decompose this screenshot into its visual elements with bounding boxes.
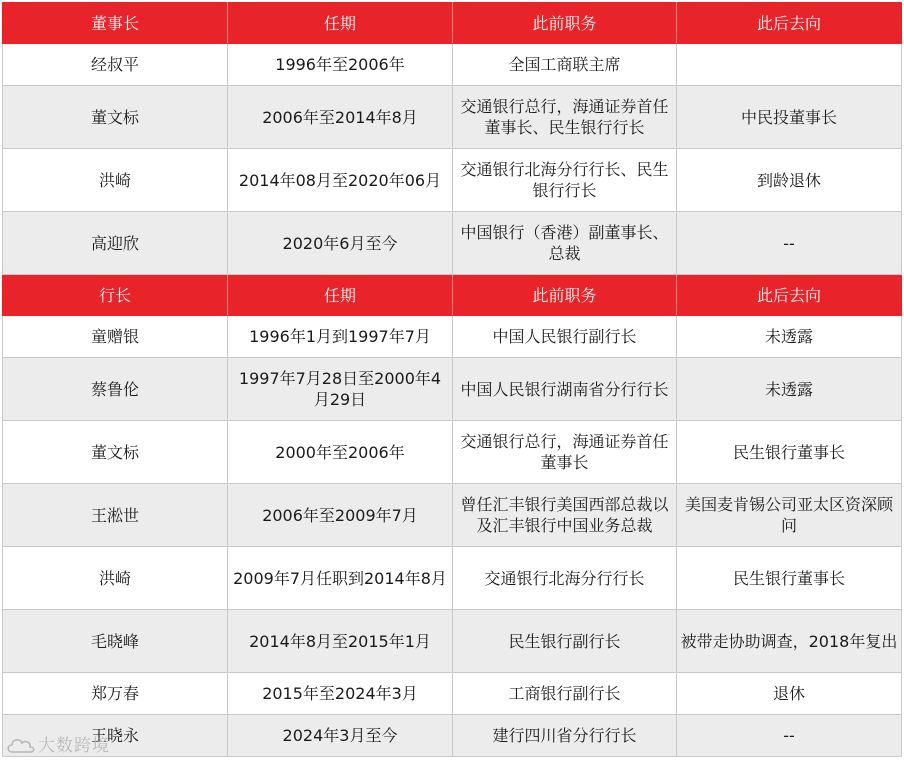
header-cell: 此前职务: [453, 275, 677, 316]
executive-table: [2, 2, 902, 757]
table-row: [3, 86, 902, 149]
next-destination-cell: 到龄退休: [677, 149, 902, 212]
table-row: [3, 421, 902, 484]
term-cell: 2000年至2006年: [228, 421, 453, 484]
term-cell: 2015年至2024年3月: [228, 673, 453, 715]
previous-role-cell: 建行四川省分行行长: [453, 715, 677, 757]
table-row: [3, 484, 902, 547]
name-cell: 郑万春: [3, 673, 228, 715]
next-destination-cell: 民生银行董事长: [677, 421, 902, 484]
next-destination-cell: [677, 44, 902, 86]
next-destination-cell: --: [677, 212, 902, 275]
next-destination-cell: 民生银行董事长: [677, 547, 902, 610]
next-destination-cell: 被带走协助调查，2018年复出: [677, 610, 902, 673]
term-cell: 2006年至2009年7月: [228, 484, 453, 547]
previous-role-cell: 交通银行北海分行行长、民生银行行长: [453, 149, 677, 212]
name-cell: 蔡鲁伦: [3, 358, 228, 421]
name-cell: 童赠银: [3, 316, 228, 358]
term-cell: 2014年08月至2020年06月: [228, 149, 453, 212]
term-cell: 2014年8月至2015年1月: [228, 610, 453, 673]
term-cell: 2009年7月任职到2014年8月: [228, 547, 453, 610]
name-cell: 洪崎: [3, 149, 228, 212]
table-row: [3, 610, 902, 673]
previous-role-cell: 曾任汇丰银行美国西部总裁以及汇丰银行中国业务总裁: [453, 484, 677, 547]
next-destination-cell: 未透露: [677, 358, 902, 421]
table-row: [3, 316, 902, 358]
name-cell: 董文标: [3, 86, 228, 149]
header-cell: 董事长: [3, 3, 228, 44]
header-cell: 此前职务: [453, 3, 677, 44]
previous-role-cell: 中国人民银行副行长: [453, 316, 677, 358]
term-cell: 2006年至2014年8月: [228, 86, 453, 149]
name-cell: 经叔平: [3, 44, 228, 86]
name-cell: 高迎欣: [3, 212, 228, 275]
table-row: [3, 715, 902, 757]
next-destination-cell: 退休: [677, 673, 902, 715]
table-row: [3, 358, 902, 421]
table-row: [3, 673, 902, 715]
watermark-text: 大数跨境: [38, 736, 110, 756]
name-cell: 王晓永: [3, 715, 228, 757]
president-header-row: [3, 275, 902, 316]
next-destination-cell: 中民投董事长: [677, 86, 902, 149]
table-row: [3, 44, 902, 86]
header-cell: 此后去向: [677, 3, 902, 44]
term-cell: 2020年6月至今: [228, 212, 453, 275]
previous-role-cell: 工商银行副行长: [453, 673, 677, 715]
name-cell: 董文标: [3, 421, 228, 484]
next-destination-cell: 未透露: [677, 316, 902, 358]
name-cell: 王淞世: [3, 484, 228, 547]
table-row: [3, 212, 902, 275]
previous-role-cell: 全国工商联主席: [453, 44, 677, 86]
previous-role-cell: 民生银行副行长: [453, 610, 677, 673]
header-cell: 任期: [228, 3, 453, 44]
table-row: [3, 547, 902, 610]
term-cell: 2024年3月至今: [228, 715, 453, 757]
previous-role-cell: 中国银行（香港）副董事长、总裁: [453, 212, 677, 275]
next-destination-cell: 美国麦肯锡公司亚太区资深顾问: [677, 484, 902, 547]
previous-role-cell: 交通银行总行，海通证券首任董事长: [453, 421, 677, 484]
previous-role-cell: 中国人民银行湖南省分行行长: [453, 358, 677, 421]
next-destination-cell: --: [677, 715, 902, 757]
term-cell: 1997年7月28日至2000年4月29日: [228, 358, 453, 421]
previous-role-cell: 交通银行总行，海通证券首任董事长、民生银行行长: [453, 86, 677, 149]
chairman-header-row: [3, 3, 902, 44]
name-cell: 洪崎: [3, 547, 228, 610]
header-cell: 行长: [3, 275, 228, 316]
table-row: [3, 149, 902, 212]
term-cell: 1996年至2006年: [228, 44, 453, 86]
header-cell: 任期: [228, 275, 453, 316]
header-cell: 此后去向: [677, 275, 902, 316]
term-cell: 1996年1月到1997年7月: [228, 316, 453, 358]
previous-role-cell: 交通银行北海分行行长: [453, 547, 677, 610]
name-cell: 毛晓峰: [3, 610, 228, 673]
